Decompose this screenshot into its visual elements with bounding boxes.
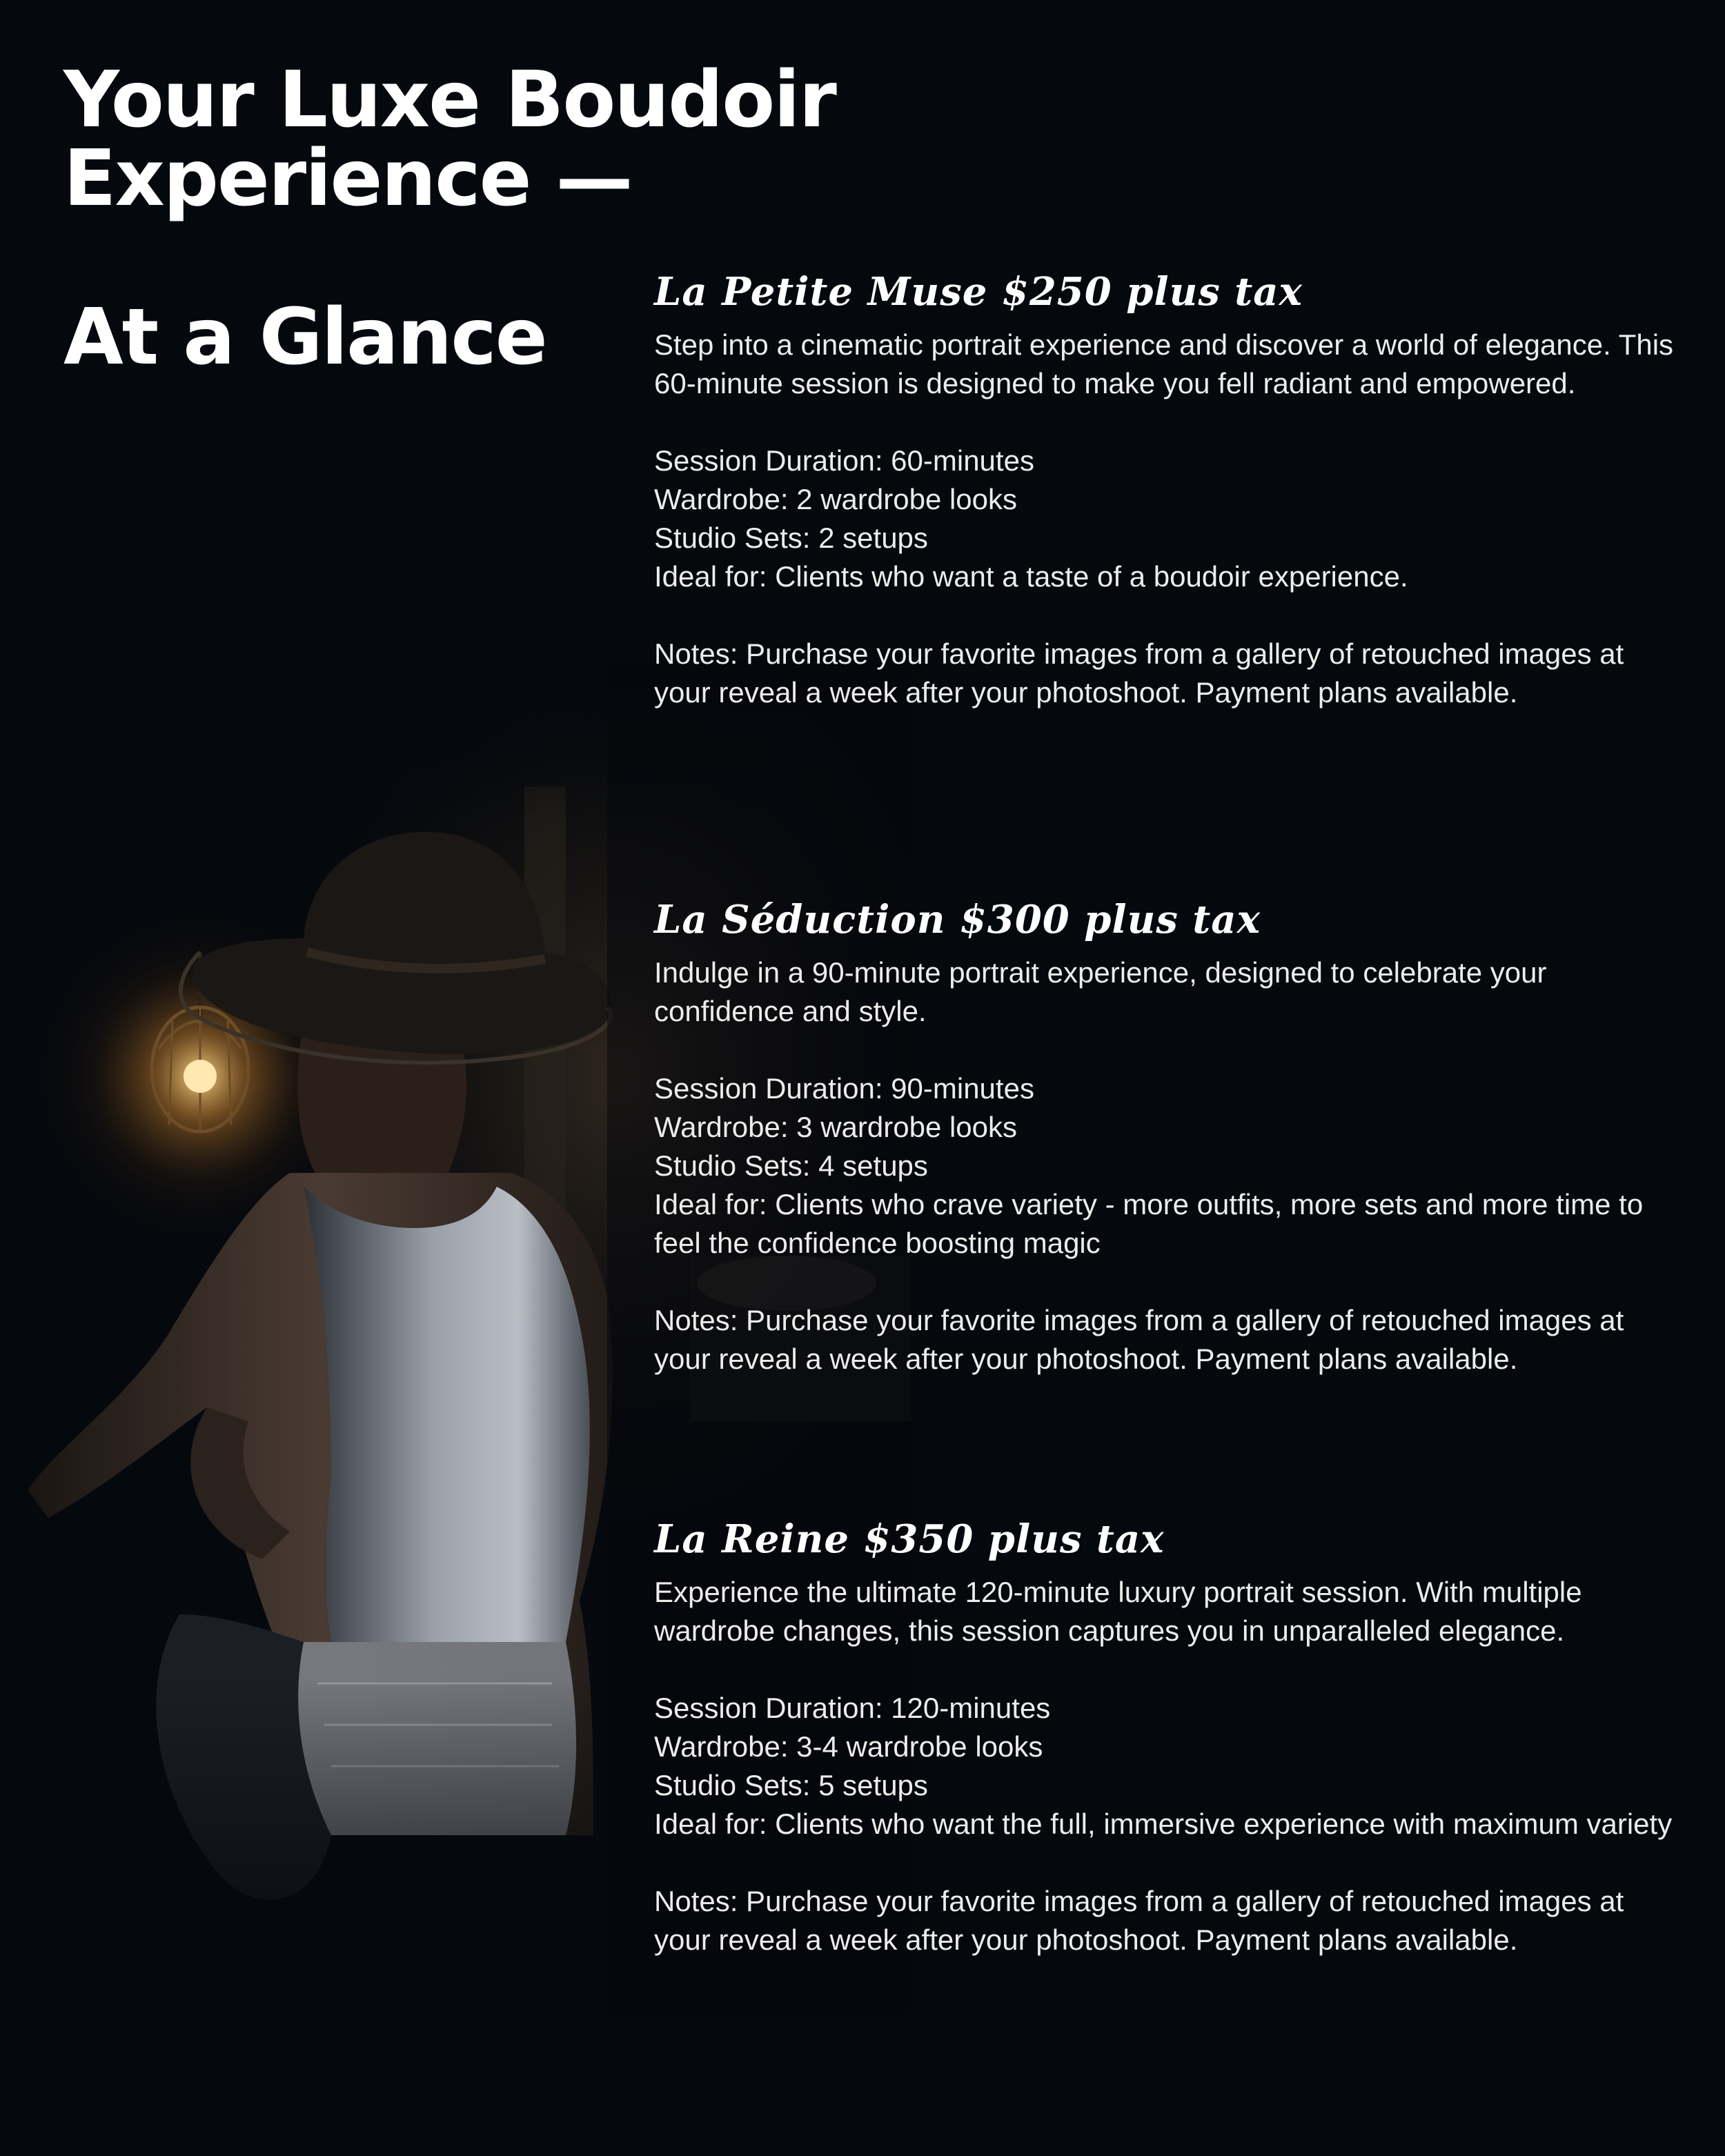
package-duration: Session Duration: 120-minutes (654, 1692, 1051, 1724)
package-description: Step into a cinematic portrait experience and discover a world of elegance. This 60-minute session is designed to make you fell radiant and empowered. (654, 328, 1674, 399)
package-duration: Session Duration: 90-minutes (654, 1072, 1034, 1105)
package-wardrobe: Wardrobe: 2 wardrobe looks (654, 483, 1018, 515)
package-sets: Studio Sets: 4 setups (654, 1149, 928, 1182)
package-ideal-for: Ideal for: Clients who want the full, immersive experience with maximum variety (654, 1808, 1673, 1840)
title-line-3: At a Glance (63, 293, 546, 382)
package-specs (654, 1069, 1675, 1263)
package-specs (654, 442, 1675, 596)
package-wardrobe: Wardrobe: 3 wardrobe looks (654, 1111, 1018, 1143)
title-line-1: Your Luxe Boudoir (63, 55, 836, 145)
package-duration: Session Duration: 60-minutes (654, 444, 1034, 477)
package-notes: Notes: Purchase your favorite images from a gallery of retouched images at your reveal a week after your photoshoot. Payment plans available. (654, 637, 1624, 709)
package-notes: Notes: Purchase your favorite images from a gallery of retouched images at your reveal a week after your photoshoot. Payment plans available. (654, 1304, 1624, 1375)
package-ideal-for: Ideal for: Clients who want a taste of a boudoir experience. (654, 560, 1408, 593)
title-line-2: Experience — (63, 134, 632, 224)
package-la-seduction (654, 896, 1675, 1378)
package-description: Indulge in a 90-minute portrait experience, designed to celebrate your confidence and style. (654, 956, 1547, 1027)
package-title: La Reine $350 plus tax (654, 1516, 1165, 1562)
package-title: La Petite Muse $250 plus tax (654, 269, 1303, 315)
package-specs (654, 1689, 1675, 1843)
package-notes: Notes: Purchase your favorite images from a gallery of retouched images at your reveal a week after your photoshoot. Payment plans available. (654, 1885, 1624, 1956)
page-title (63, 55, 857, 224)
package-ideal-for: Ideal for: Clients who crave variety - more outfits, more sets and more time to feel the confidence boosting magic (654, 1188, 1644, 1259)
package-description: Experience the ultimate 120-minute luxury portrait session. With multiple wardrobe changes, this session captures you in unparalleled elegance. (654, 1576, 1582, 1647)
package-sets: Studio Sets: 5 setups (654, 1769, 928, 1801)
package-title: La Séduction $300 plus tax (654, 897, 1261, 942)
package-wardrobe: Wardrobe: 3-4 wardrobe looks (654, 1730, 1043, 1763)
package-sets: Studio Sets: 2 setups (654, 522, 928, 554)
package-la-petite-muse (654, 268, 1675, 712)
package-la-reine (654, 1515, 1675, 1959)
